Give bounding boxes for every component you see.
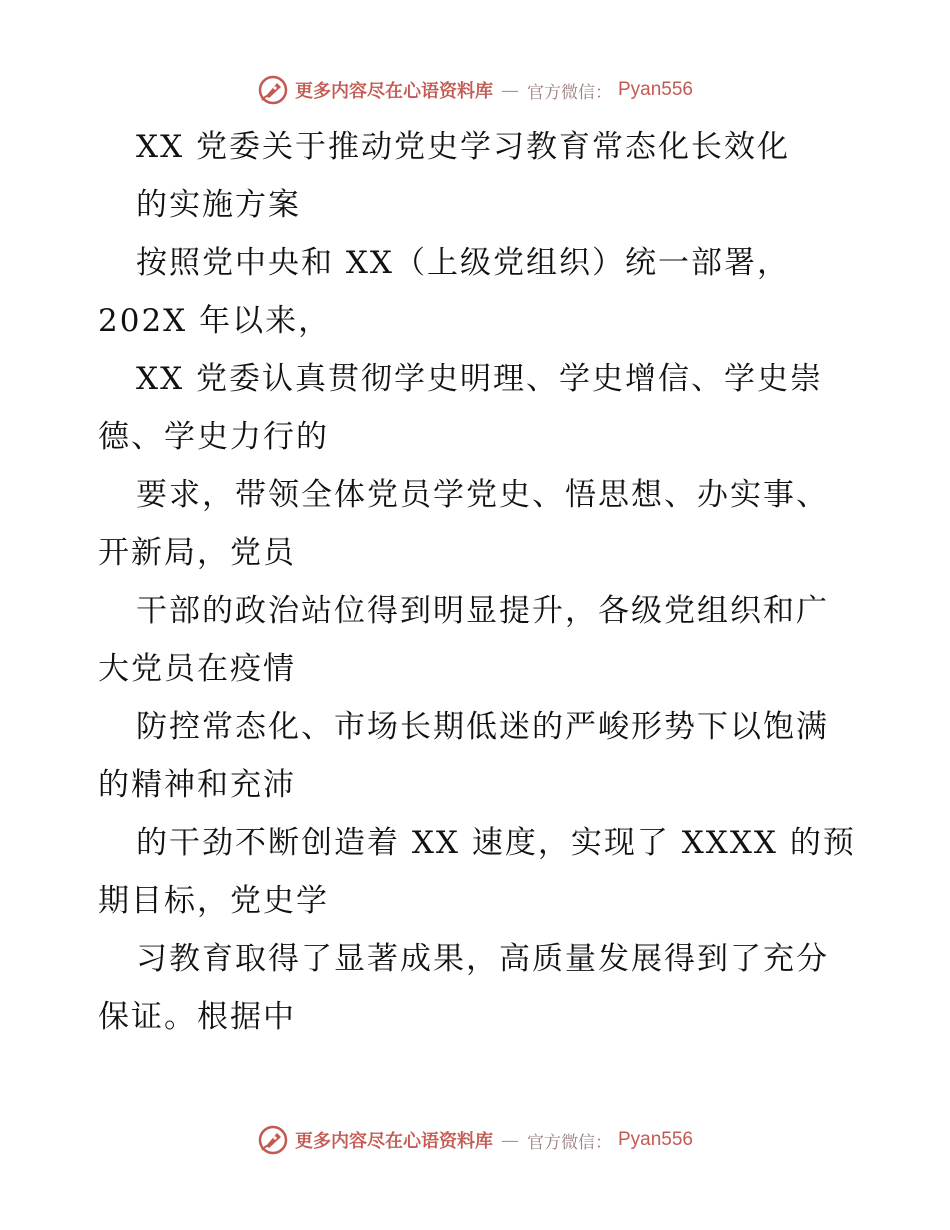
document-body: [0, 118, 950, 1046]
watermark-official-label: 官方微信：: [526, 1132, 612, 1153]
watermark-dash: —: [500, 79, 519, 101]
paragraph-line: 要求，带领全体党员学党史、悟思想、办实事、: [136, 477, 829, 513]
paragraph-line: 期目标，党史学: [98, 883, 329, 919]
paragraph-line: 习教育取得了显著成果，高质量发展得到了充分: [136, 941, 829, 977]
paragraph-line: 202X 年以来，: [98, 303, 332, 339]
paragraph-line: 防控常态化、市场长期低迷的严峻形势下以饱满: [136, 709, 829, 745]
title-line-2: 的实施方案: [136, 187, 301, 223]
pen-nib-circle-icon: [257, 1124, 289, 1156]
paragraph-line: 干部的政治站位得到明显提升，各级党组织和广: [136, 593, 829, 629]
pen-nib-circle-icon: [257, 74, 289, 106]
paragraph-line: 德、学史力行的: [98, 419, 329, 455]
paragraph-line: XX 党委认真贯彻学史明理、学史增信、学史崇: [136, 361, 823, 397]
watermark-content: [257, 74, 693, 106]
paragraph-line: 大党员在疫情: [98, 651, 296, 687]
paragraph-line: 开新局，党员: [98, 535, 296, 571]
footer-watermark: [0, 1120, 950, 1160]
watermark-wechat-id: Pyan556: [617, 79, 693, 100]
paragraph-line: 的干劲不断创造着 XX 速度，实现了 XXXX 的预: [136, 825, 856, 861]
paragraph-line: 按照党中央和 XX（上级党组织）统一部署，: [136, 245, 790, 281]
watermark-official-label: 官方微信：: [526, 82, 612, 103]
paragraph-line: 保证。根据中: [98, 999, 296, 1035]
watermark-site-text: 更多内容尽在心语资料库: [294, 81, 493, 102]
watermark-dash: —: [500, 1129, 519, 1151]
header-watermark: [0, 70, 950, 110]
watermark-wechat-id: Pyan556: [617, 1129, 693, 1150]
title-line-1: XX 党委关于推动党史学习教育常态化长效化: [136, 129, 790, 165]
watermark-content: [257, 1124, 693, 1156]
paragraph-line: 的精神和充沛: [98, 767, 296, 803]
watermark-site-text: 更多内容尽在心语资料库: [294, 1131, 493, 1152]
